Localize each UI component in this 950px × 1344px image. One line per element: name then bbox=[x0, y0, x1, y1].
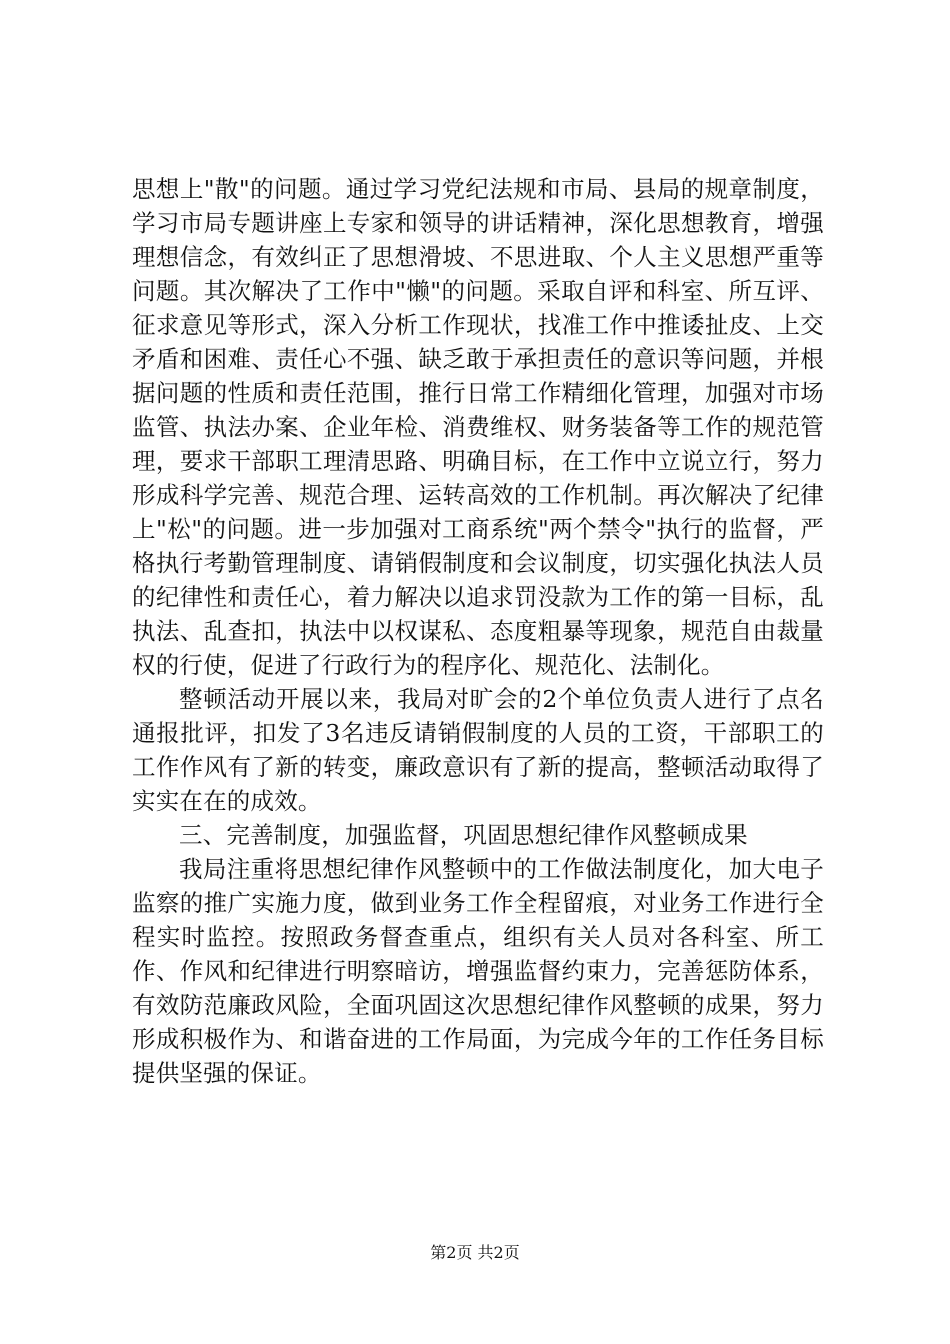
paragraph-results: 整顿活动开展以来，我局对旷会的2个单位负责人进行了点名通报批评，扣发了3名违反请销假制度的人员的工资，干部职工的工作作风有了新的转变，廉政意识有了新的提高，整顿活动取得了实实在在的成效。 bbox=[132, 685, 824, 815]
paragraph-continuation: 思想上"散"的问题。通过学习党纪法规和市局、县局的规章制度，学习市局专题讲座上专家和领导的讲话精神，深化思想教育，增强理想信念，有效纠正了思想滑坡、不思进取、个人主义思想严重等问题。其次解决了工作中"懒"的问题。采取自评和科室、所互评、征求意见等形式，深入分析工作现状，找准工作中推诿扯皮、上交矛盾和困难、责任心不强、缺乏敢于承担责任的意识等问题，并根据问题的性质和责任范围，推行日常工作精细化管理，加强对市场监管、执法办案、企业年检、消费维权、财务装备等工作的规范管理，要求干部职工理清思路、明确目标，在工作中立说立行，努力形成科学完善、规范合理、运转高效的工作机制。再次解决了纪律上"松"的问题。进一步加强对工商系统"两个禁令"执行的监督，严格执行考勤管理制度、请销假制度和会议制度，切实强化执法人员的纪律性和责任心，着力解决以追求罚没款为工作的第一目标，乱执法、乱查扣，执法中以权谋私、态度粗暴等现象，规范自由裁量权的行使，促进了行政行为的程序化、规范化、法制化。 bbox=[132, 175, 824, 679]
document-body bbox=[132, 172, 824, 1090]
section-heading: 三、完善制度，加强监督，巩固思想纪律作风整顿成果 bbox=[179, 821, 748, 849]
page-number-footer: 第2页 共2页 bbox=[430, 1243, 520, 1262]
paragraph-supervision: 我局注重将思想纪律作风整顿中的工作做法制度化，加大电子监察的推广实施力度，做到业务工作全程留痕，对业务工作进行全程实时监控。按照政务督查重点，组织有关人员对各科室、所工作、作风和纪律进行明察暗访，增强监督约束力，完善惩防体系，有效防范廉政风险，全面巩固这次思想纪律作风整顿的成果，努力形成积极作为、和谐奋进的工作局面，为完成今年的工作任务目标提供坚强的保证。 bbox=[132, 855, 824, 1087]
